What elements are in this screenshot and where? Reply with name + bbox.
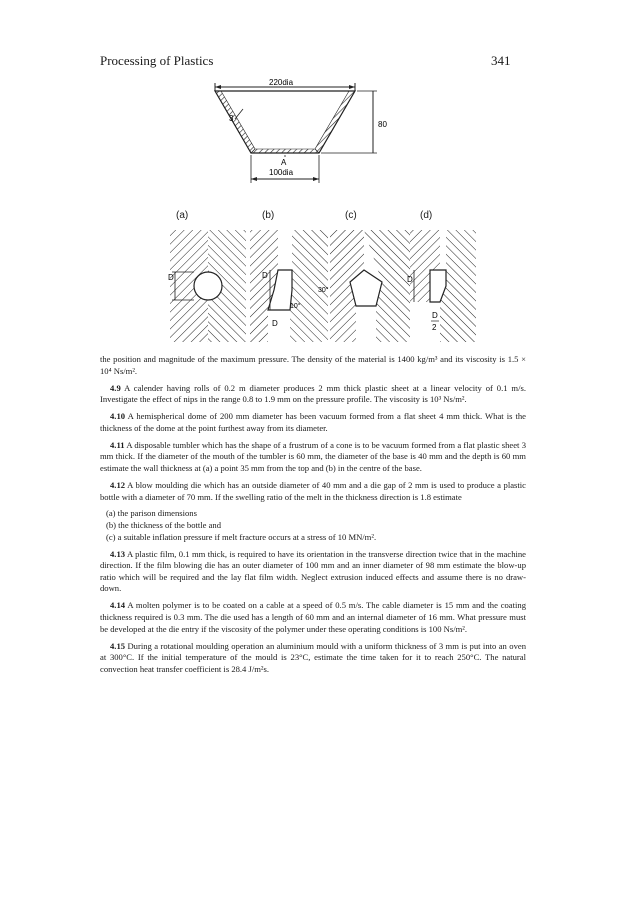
problem-4-11: 4.11 A disposable tumbler which has the shape of a frustrum of a cone is to be vacuum formed from a flat plastic sheet 3 mm thick. If the diameter of the mouth of the tumbler is 60 mm, the diameter of the base is 40 mm and the depth is 60 mm estimate the wall thickness at (a) a point 35 mm from the top and (b) in the centre of the base. <box>100 439 526 473</box>
sublabel-b: (b) <box>262 210 275 221</box>
height-label: 80 <box>378 120 387 129</box>
body-text <box>100 354 526 681</box>
paragraph-continuation: the position and magnitude of the maximum pressure. The density of the material is 1400 kg/m³ and its viscosity is 1.5 × 10⁴ Ns/m². <box>100 354 526 376</box>
die-b-d2-label: D <box>272 319 278 328</box>
die-a-d-label: D <box>168 273 174 282</box>
problem-4-12-list <box>100 508 526 543</box>
die-d-frac-top: D <box>432 311 438 320</box>
die-b <box>250 230 328 342</box>
problem-4-15: 4.15 During a rotational moulding operation an aluminium mould with a uniform thickness of 3 mm is put into an oven at 300°C. If the initial temperature of the mould is 23°C, estimate the time taken for it to reach 250°C. The natural convection heat transfer coefficient is 28.4 J/m²s. <box>100 640 526 674</box>
problem-4-14: 4.14 A molten polymer is to be coated on a cable at a speed of 0.5 m/s. The cable diameter is 15 mm and the coating thickness required is 0.3 mm. The die used has a length of 60 mm and an internal diameter of 16 mm. What pressure must be developed at the die entry if the viscosity of the polymer under these operating conditions is 100 Ns/m². <box>100 600 526 634</box>
point-a-label: A <box>281 158 287 167</box>
sublabel-a: (a) <box>176 210 189 221</box>
wall-label: 3 <box>229 114 234 123</box>
problem-4-10: 4.10 A hemispherical dome of 200 mm diameter has been vacuum formed from a flat sheet 4 mm thick. What is the thickness of the dome at the point furthest away from its diameter. <box>100 411 526 433</box>
die-d <box>407 230 476 342</box>
die-c <box>318 230 410 342</box>
list-item: (c) a suitable inflation pressure if melt fracture occurs at a stress of 10 MN/m². <box>106 531 377 542</box>
problem-4-12: 4.12 A blow moulding die which has an outside diameter of 40 mm and a die gap of 2 mm is used to produce a plastic bottle with a diameter of 70 mm. If the swelling ratio of the melt in the thickness direction is 1.8 estimate <box>100 479 526 502</box>
running-header-title: Processing of Plastics <box>100 53 214 68</box>
list-item: (a) the parison dimensions <box>106 508 197 519</box>
die-c-angle-label: 30° <box>318 287 329 294</box>
sublabel-d: (d) <box>420 210 433 221</box>
die-a <box>168 230 246 342</box>
die-b-d-label: D <box>262 271 268 280</box>
sublabel-c: (c) <box>345 210 357 221</box>
problem-4-13: 4.13 A plastic film, 0.1 mm thick, is required to have its orientation in the transverse direction twice that in the machine direction. If the film blowing die has an outer diameter of 100 mm and an inner diameter of 98 mm estimate the blow-up ratio which will be required and the lay flat film width. Neglect extrusion induced effects and assume there is no draw-down. <box>100 548 526 594</box>
dia-top-label: 220dia <box>269 78 294 87</box>
frustum-figure <box>195 75 410 190</box>
die-d-frac-bottom: 2 <box>432 323 437 332</box>
die-d-d-label: D <box>407 275 413 284</box>
page-number: 341 <box>491 53 511 68</box>
die-profiles-figure <box>150 230 480 345</box>
list-item: (b) the thickness of the bottle and <box>106 520 222 531</box>
problem-4-9: 4.9 A calender having rolls of 0.2 m diameter produces 2 mm thick plastic sheet at a linear velocity of 0.1 m/s. Investigate the effect of nips in the range 0.8 to 1.9 mm on the pressure profile. The viscosity is 10³ Ns/m². <box>100 382 526 405</box>
die-b-angle-label: 10° <box>290 303 301 310</box>
dia-bottom-label: 100dia <box>269 168 294 177</box>
